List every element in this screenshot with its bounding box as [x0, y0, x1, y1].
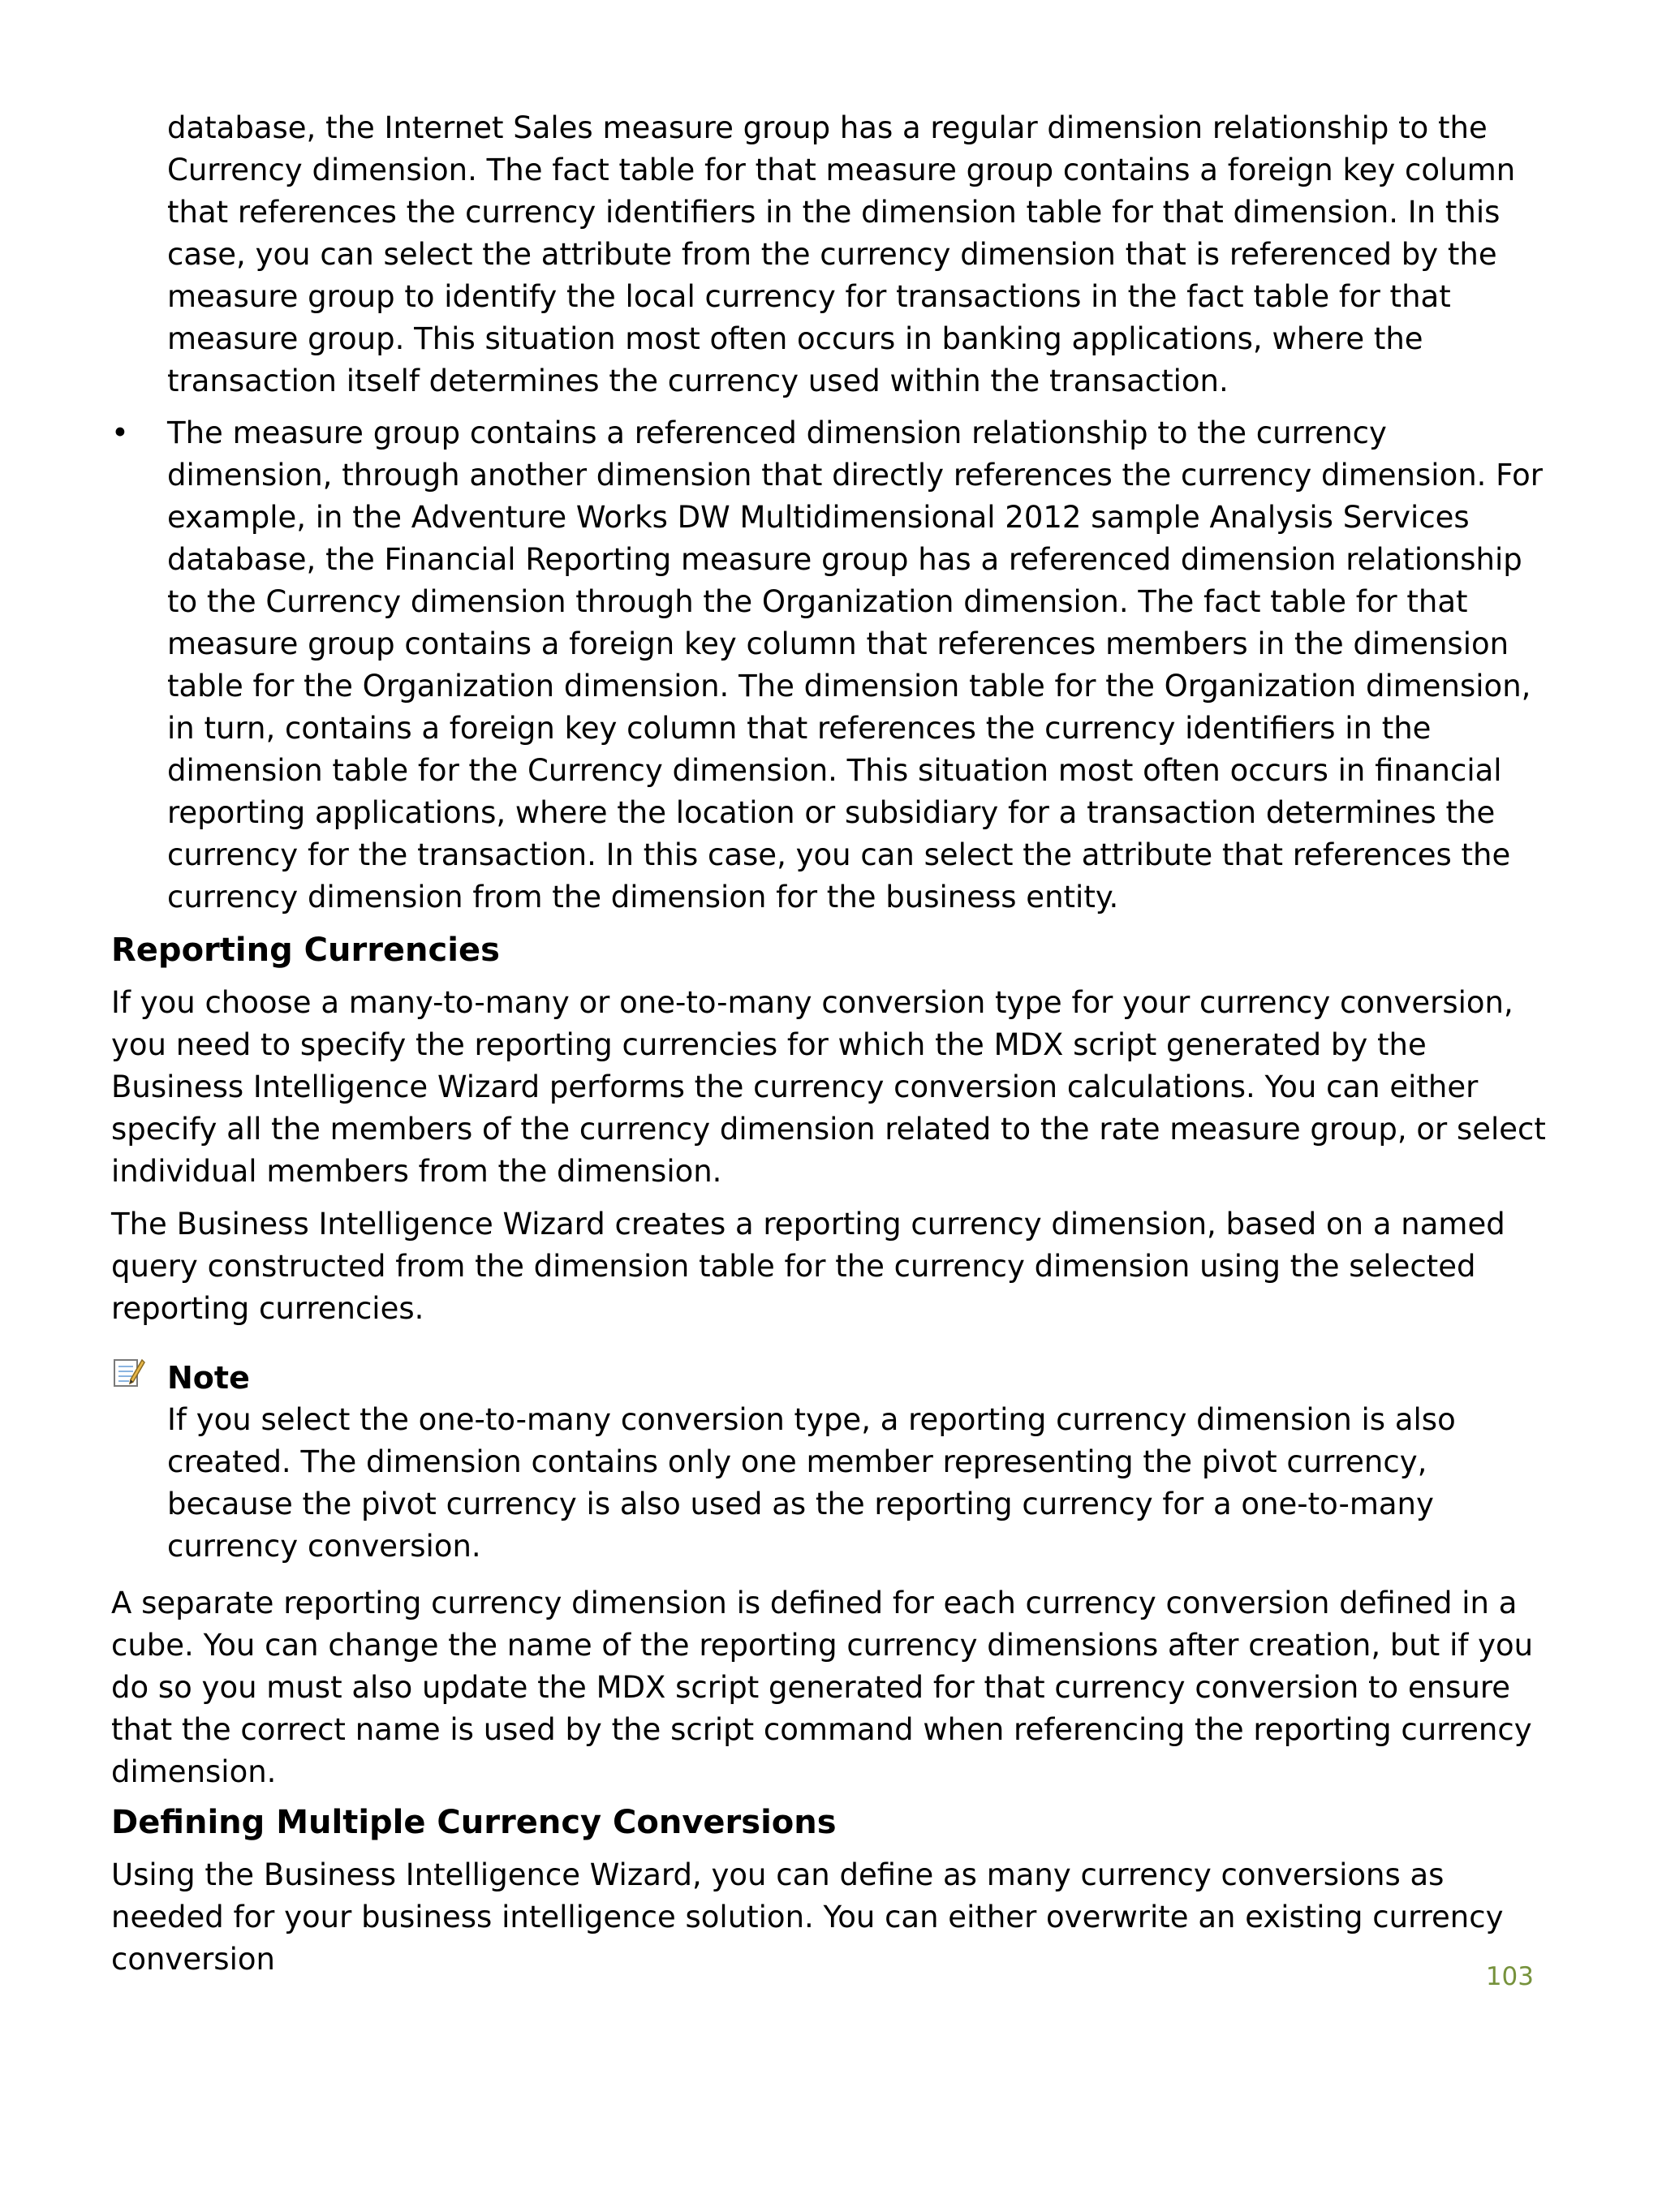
note-pad-icon — [111, 1355, 145, 1389]
note-body: If you select the one-to-many conversion type, a reporting currency dimension is also created. The dimension contains only one member representing the pivot currency, because the pivot currency is also used as the reporting currency for a one-to-many currency conversion. — [167, 1402, 1456, 1564]
reporting-currencies-paragraph-1: If you choose a many-to-many or one-to-many conversion type for your currency conversion, you need to specify the reporting currencies for which the MDX script generated by the Business Intelligence Wizard performs the currency conversion calculations. You can either specify all the members of the currency dimension related to the rate measure group, or select individual members from the dimension. — [111, 985, 1546, 1189]
note-title: Note — [167, 1360, 250, 1396]
multiple-conversions-paragraph-1: Using the Business Intelligence Wizard, you can define as many currency conversions as needed for your business intelligence solution. You can either overwrite an existing currency conversion — [111, 1857, 1504, 1977]
page-number: 103 — [1485, 1962, 1534, 1991]
intro-continuation-paragraph: database, the Internet Sales measure group has a regular dimension relationship to the Currency dimension. The fact table for that measure group contains a foreign key column that references the currency identifiers in the dimension table for that dimension. In this case, you can select the attribute from the currency dimension that is referenced by the measure group to identify the local currency for transactions in the fact table for that measure group. This situation most often occurs in banking applications, where the transaction itself determines the currency used within the transaction. — [167, 110, 1516, 398]
multiple-conversions-heading: Defining Multiple Currency Conversions — [111, 1804, 837, 1841]
reporting-currencies-paragraph-2: The Business Intelligence Wizard creates a reporting currency dimension, based on a named query constructed from the dimension table for the currency dimension using the selected reporting currencies. — [111, 1207, 1505, 1326]
reporting-currencies-paragraph-3: A separate reporting currency dimension is defined for each currency conversion defined in a cube. You can change the name of the reporting currency dimensions after creation, but if you do so you must also update the MDX script generated for that currency conversion to ensure that the correct name is used by the script command when referencing the reporting currency dimension. — [111, 1586, 1534, 1789]
bullet-symbol: • — [111, 415, 129, 450]
bullet-paragraph: The measure group contains a referenced dimension relationship to the currency dimension, through another dimension that directly references the currency dimension. For example, in the Adventure Works DW Multidimensional 2012 sample Analysis Services database, the Financial Reporting measure group has a referenced dimension relationship to the Currency dimension through the Organization dimension. The fact table for that measure group contains a foreign key column that references members in the dimension table for the Organization dimension. The dimension table for the Organization dimension, in turn, contains a foreign key column that references the currency identifiers in the dimension table for the Currency dimension. This situation most often occurs in financial reporting applications, where the location or subsidiary for a transaction determines the currency for the transaction. In this case, you can select the attribute that references the currency dimension from the dimension for the business entity. — [167, 415, 1543, 914]
reporting-currencies-heading: Reporting Currencies — [111, 932, 500, 969]
